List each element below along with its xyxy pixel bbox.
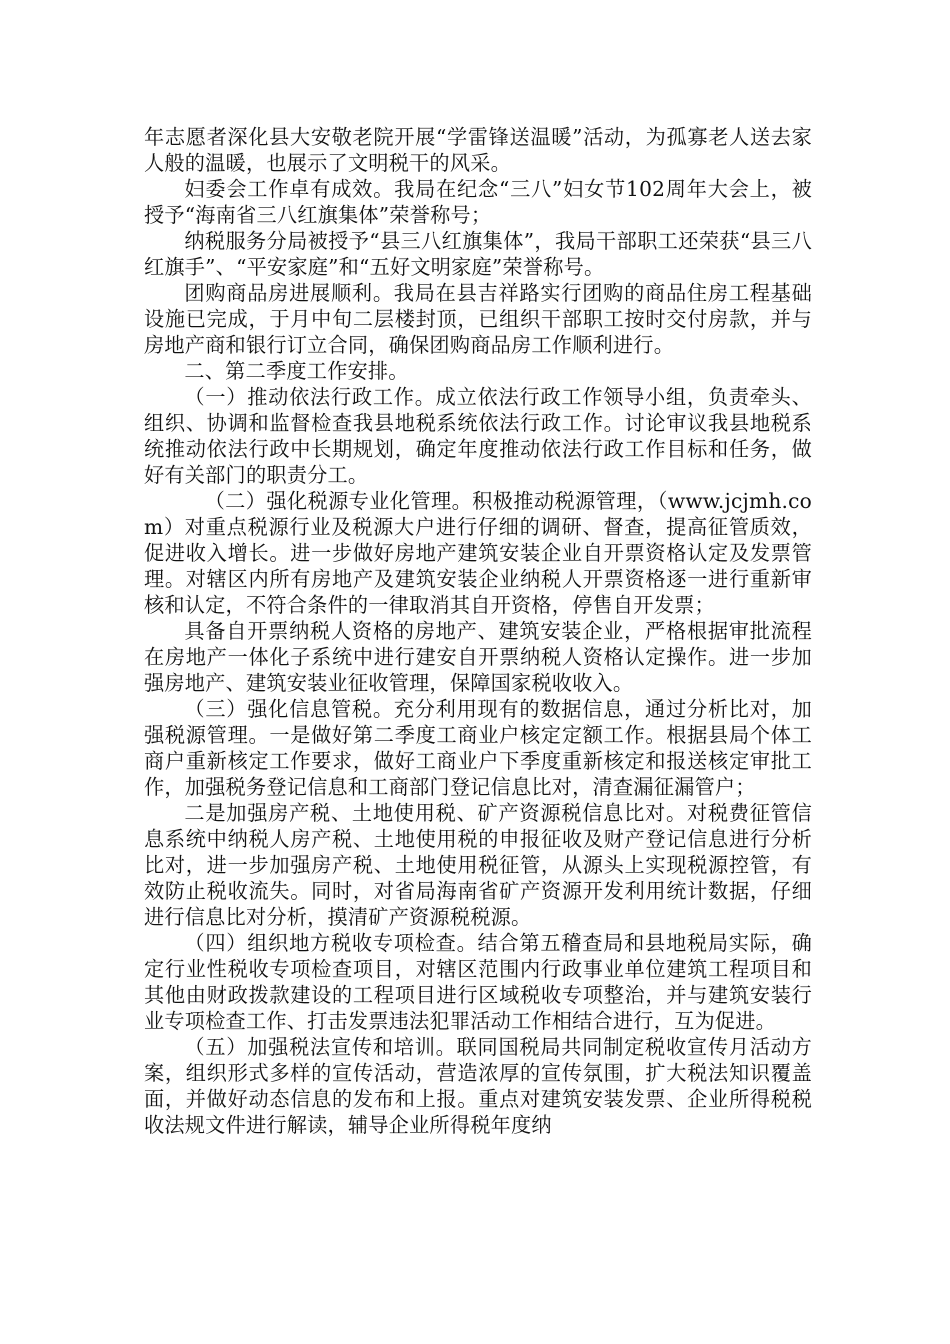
paragraph-item-2-continued: 具备自开票纳税人资格的房地产、建筑安装企业，严格根据审批流程在房地产一体化子系统中进行建安自开票纳税人资格认定操作。进一步加强房地产、建筑安装业征收管理，保障国家税收收入。 (144, 619, 812, 695)
paragraph-item-3: （三）强化信息管税。充分利用现有的数据信息，通过分析比对，加强税源管理。一是做好第二季度工商业户核定定额工作。根据县局个体工商户重新核定工作要求，做好工商业户下季度重新核定和报送核定审批工作，加强税务登记信息和工商部门登记信息比对，清查漏征漏管户； (144, 697, 812, 799)
paragraph-item-4: （四）组织地方税收专项检查。结合第五稽查局和县地税局实际，确定行业性税收专项检查项目，对辖区范围内行政事业单位建筑工程项目和其他由财政拨款建设的工程项目进行区域税收专项整治，并与建筑安装行业专项检查工作、打击发票违法犯罪活动工作相结合进行，互为促进。 (144, 931, 812, 1033)
paragraph-group-housing: 团购商品房进展顺利。我局在县吉祥路实行团购的商品住房工程基础设施已完成，于月中旬二层楼封顶，已组织干部职工按时交付房款，并与房地产商和银行订立合同，确保团购商品房工作顺利进行。 (144, 281, 812, 357)
document-page (144, 124, 812, 1138)
paragraph-item-2: （二）强化税源专业化管理。积极推动税源管理，（www.jcjmh.com）对重点税源行业及税源大户进行仔细的调研、督查，提高征管质效，促进收入增长。进一步做好房地产建筑安装企业自开票资格认定及发票管理。对辖区内所有房地产及建筑安装企业纳税人开票资格逐一进行重新审核和认定，不符合条件的一律取消其自开资格，停售自开发票； (144, 489, 812, 617)
paragraph-tax-service-honors: 纳税服务分局被授予“县三八红旗集体”，我局干部职工还荣获“县三八红旗手”、“平安家庭”和“五好文明家庭”荣誉称号。 (144, 229, 812, 279)
paragraph-item-3-continued: 二是加强房产税、土地使用税、矿产资源税信息比对。对税费征管信息系统中纳税人房产税、土地使用税的申报征收及财产登记信息进行分析比对，进一步加强房产税、土地使用税征管，从源头上实现税源控管，有效防止税收流失。同时，对省局海南省矿产资源开发利用统计数据，仔细进行信息比对分析，摸清矿产资源税税源。 (144, 801, 812, 929)
paragraph-item-5: （五）加强税法宣传和培训。联同国税局共同制定税收宣传月活动方案，组织形式多样的宣传活动，营造浓厚的宣传氛围，扩大税法知识覆盖面，并做好动态信息的发布和上报。重点对建筑安装发票、企业所得税税收法规文件进行解读，辅导企业所得税年度纳 (144, 1035, 812, 1137)
paragraph-item-1: （一）推动依法行政工作。成立依法行政工作领导小组，负责牵头、组织、协调和监督检查我县地税系统依法行政工作。讨论审议我县地税系统推动依法行政中长期规划，确定年度推动依法行政工作目标和任务，做好有关部门的职责分工。 (144, 385, 812, 487)
section-heading-q2-plan: 二、第二季度工作安排。 (184, 359, 409, 383)
paragraph-womens-committee: 妇委会工作卓有成效。我局在纪念“三八”妇女节102周年大会上，被授予“海南省三八红旗集体”荣誉称号； (144, 177, 812, 227)
paragraph-volunteer: 年志愿者深化县大安敬老院开展“学雷锋送温暖”活动，为孤寡老人送去家人般的温暖，也展示了文明税干的风采。 (144, 125, 812, 175)
